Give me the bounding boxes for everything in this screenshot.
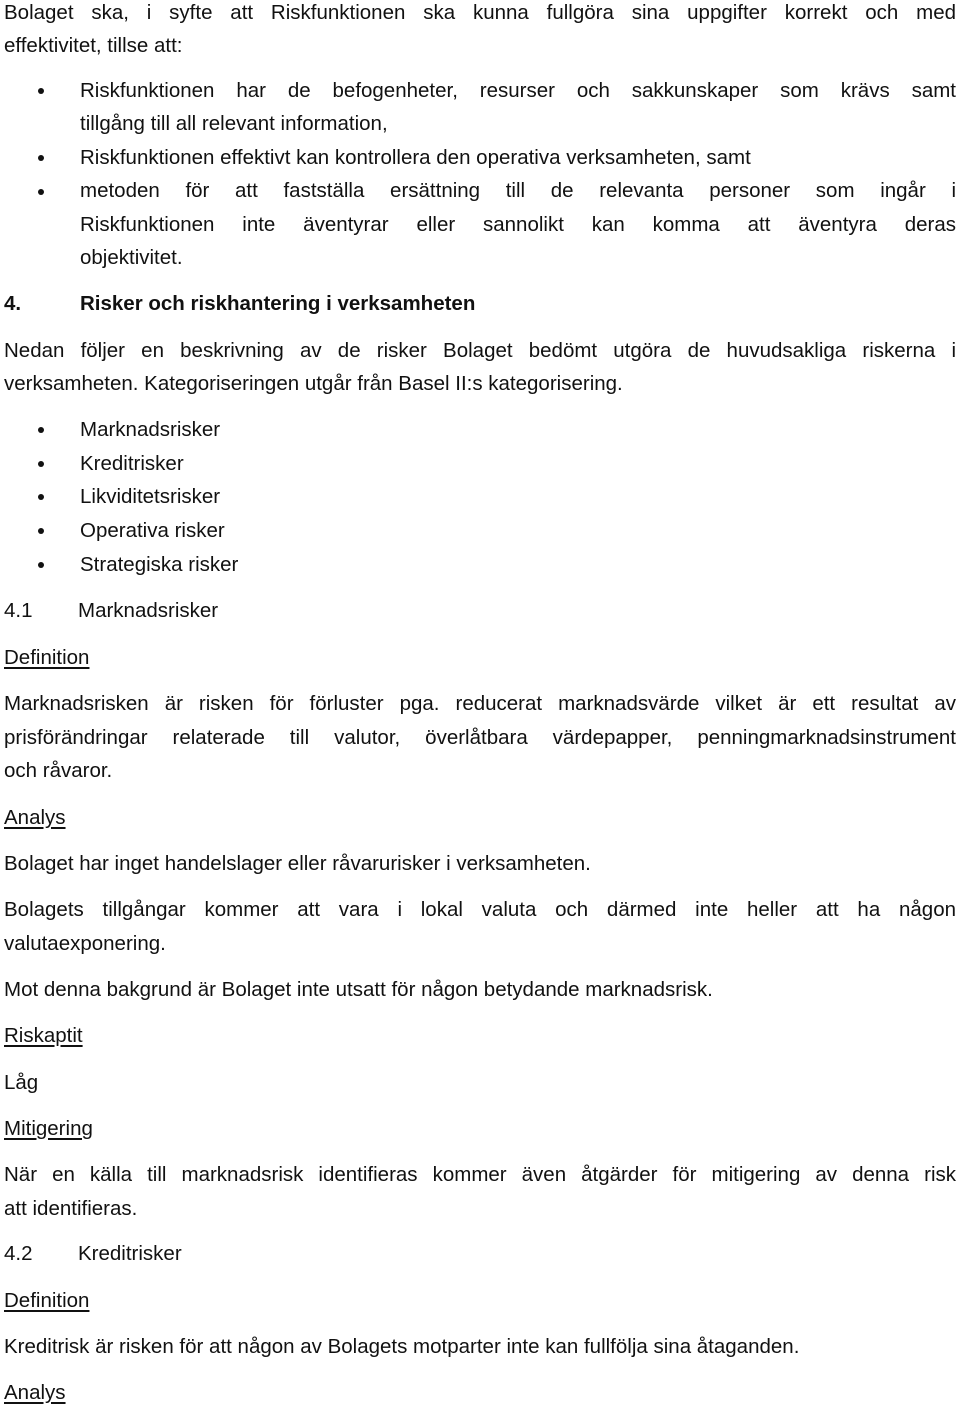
mitigation-line-2: att identifieras. xyxy=(4,1197,138,1220)
bullet-dot xyxy=(38,494,44,500)
section-4-number: 4. xyxy=(4,292,22,315)
market-risk-definition-line-1: Marknadsrisken är risken för förluster pga. reducerat marknadsvärde vilket är ett resultat av xyxy=(4,692,956,715)
section-4-2-heading xyxy=(4,1241,182,1267)
bullet-3-line-3: objektivitet. xyxy=(80,246,183,269)
risk-list-item: Strategiska risker xyxy=(80,553,239,576)
bullet-3-line-2: Riskfunktionen inte äventyrar eller sannolikt kan komma att äventyra deras xyxy=(80,213,956,236)
bullet-dot xyxy=(38,461,44,467)
market-analysis-para-3: Mot denna bakgrund är Bolaget inte utsatt för någon betydande marknadsrisk. xyxy=(4,978,713,1001)
intro-line-1: Bolaget ska, i syfte att Riskfunktionen ska kunna fullgöra sina uppgifter korrekt och med xyxy=(4,1,956,24)
bullet-dot xyxy=(38,528,44,534)
bullet-dot xyxy=(38,88,44,94)
section-4-2-number: 4.2 xyxy=(4,1242,33,1265)
mitigering-heading: Mitigering xyxy=(4,1117,93,1140)
intro-line-2: effektivitet, tillse att: xyxy=(4,34,183,57)
analys-heading: Analys xyxy=(4,1381,66,1404)
section-4-heading xyxy=(4,291,475,317)
risk-list-item: Kreditrisker xyxy=(80,452,184,475)
mitigation-line-1: När en källa till marknadsrisk identifieras kommer även åtgärder för mitigering av denna risk xyxy=(4,1163,956,1186)
section-4-2-title: Kreditrisker xyxy=(78,1242,182,1265)
section-4-para-line-2: verksamheten. Kategoriseringen utgår från Basel II:s kategorisering. xyxy=(4,372,623,395)
section-4-1-heading xyxy=(4,598,218,624)
credit-risk-definition: Kreditrisk är risken för att någon av Bolagets motparter inte kan fullfölja sina åtaganden. xyxy=(4,1335,800,1358)
section-4-1-title: Marknadsrisker xyxy=(78,599,219,622)
bullet-dot xyxy=(38,427,44,433)
bullet-3-line-1: metoden för att fastställa ersättning till de relevanta personer som ingår i xyxy=(80,179,956,202)
section-4-para-line-1: Nedan följer en beskrivning av de risker Bolaget bedömt utgöra de huvudsakliga riskerna i xyxy=(4,339,956,362)
bullet-1-line-1: Riskfunktionen har de befogenheter, resurser och sakkunskaper som krävs samt xyxy=(80,79,956,102)
bullet-dot xyxy=(38,189,44,195)
section-4-1-number: 4.1 xyxy=(4,599,33,622)
risk-list-item: Operativa risker xyxy=(80,519,225,542)
risk-list-item: Marknadsrisker xyxy=(80,418,221,441)
risk-list-item: Likviditetsrisker xyxy=(80,485,221,508)
section-4-title: Risker och riskhantering i verksamheten xyxy=(80,292,476,315)
bullet-2-line-1: Riskfunktionen effektivt kan kontrollera den operativa verksamheten, samt xyxy=(80,146,751,169)
definition-heading: Definition xyxy=(4,646,90,669)
bullet-dot xyxy=(38,155,44,161)
market-analysis-para-1: Bolaget har inget handelslager eller råvarurisker i verksamheten. xyxy=(4,852,591,875)
riskaptit-heading: Riskaptit xyxy=(4,1024,83,1047)
market-risk-definition-line-3: och råvaror. xyxy=(4,759,113,782)
market-analysis-para-2-line-2: valutaexponering. xyxy=(4,932,166,955)
market-analysis-para-2-line-1: Bolagets tillgångar kommer att vara i lokal valuta och därmed inte heller att ha någon xyxy=(4,898,956,921)
definition-heading: Definition xyxy=(4,1289,90,1312)
market-risk-definition-line-2: prisförändringar relaterade till valutor, överlåtbara värdepapper, penningmarknadsinstrument xyxy=(4,726,956,749)
riskaptit-value: Låg xyxy=(4,1071,39,1094)
bullet-1-line-2: tillgång till all relevant information, xyxy=(80,112,388,135)
analys-heading: Analys xyxy=(4,806,66,829)
bullet-dot xyxy=(38,562,44,568)
